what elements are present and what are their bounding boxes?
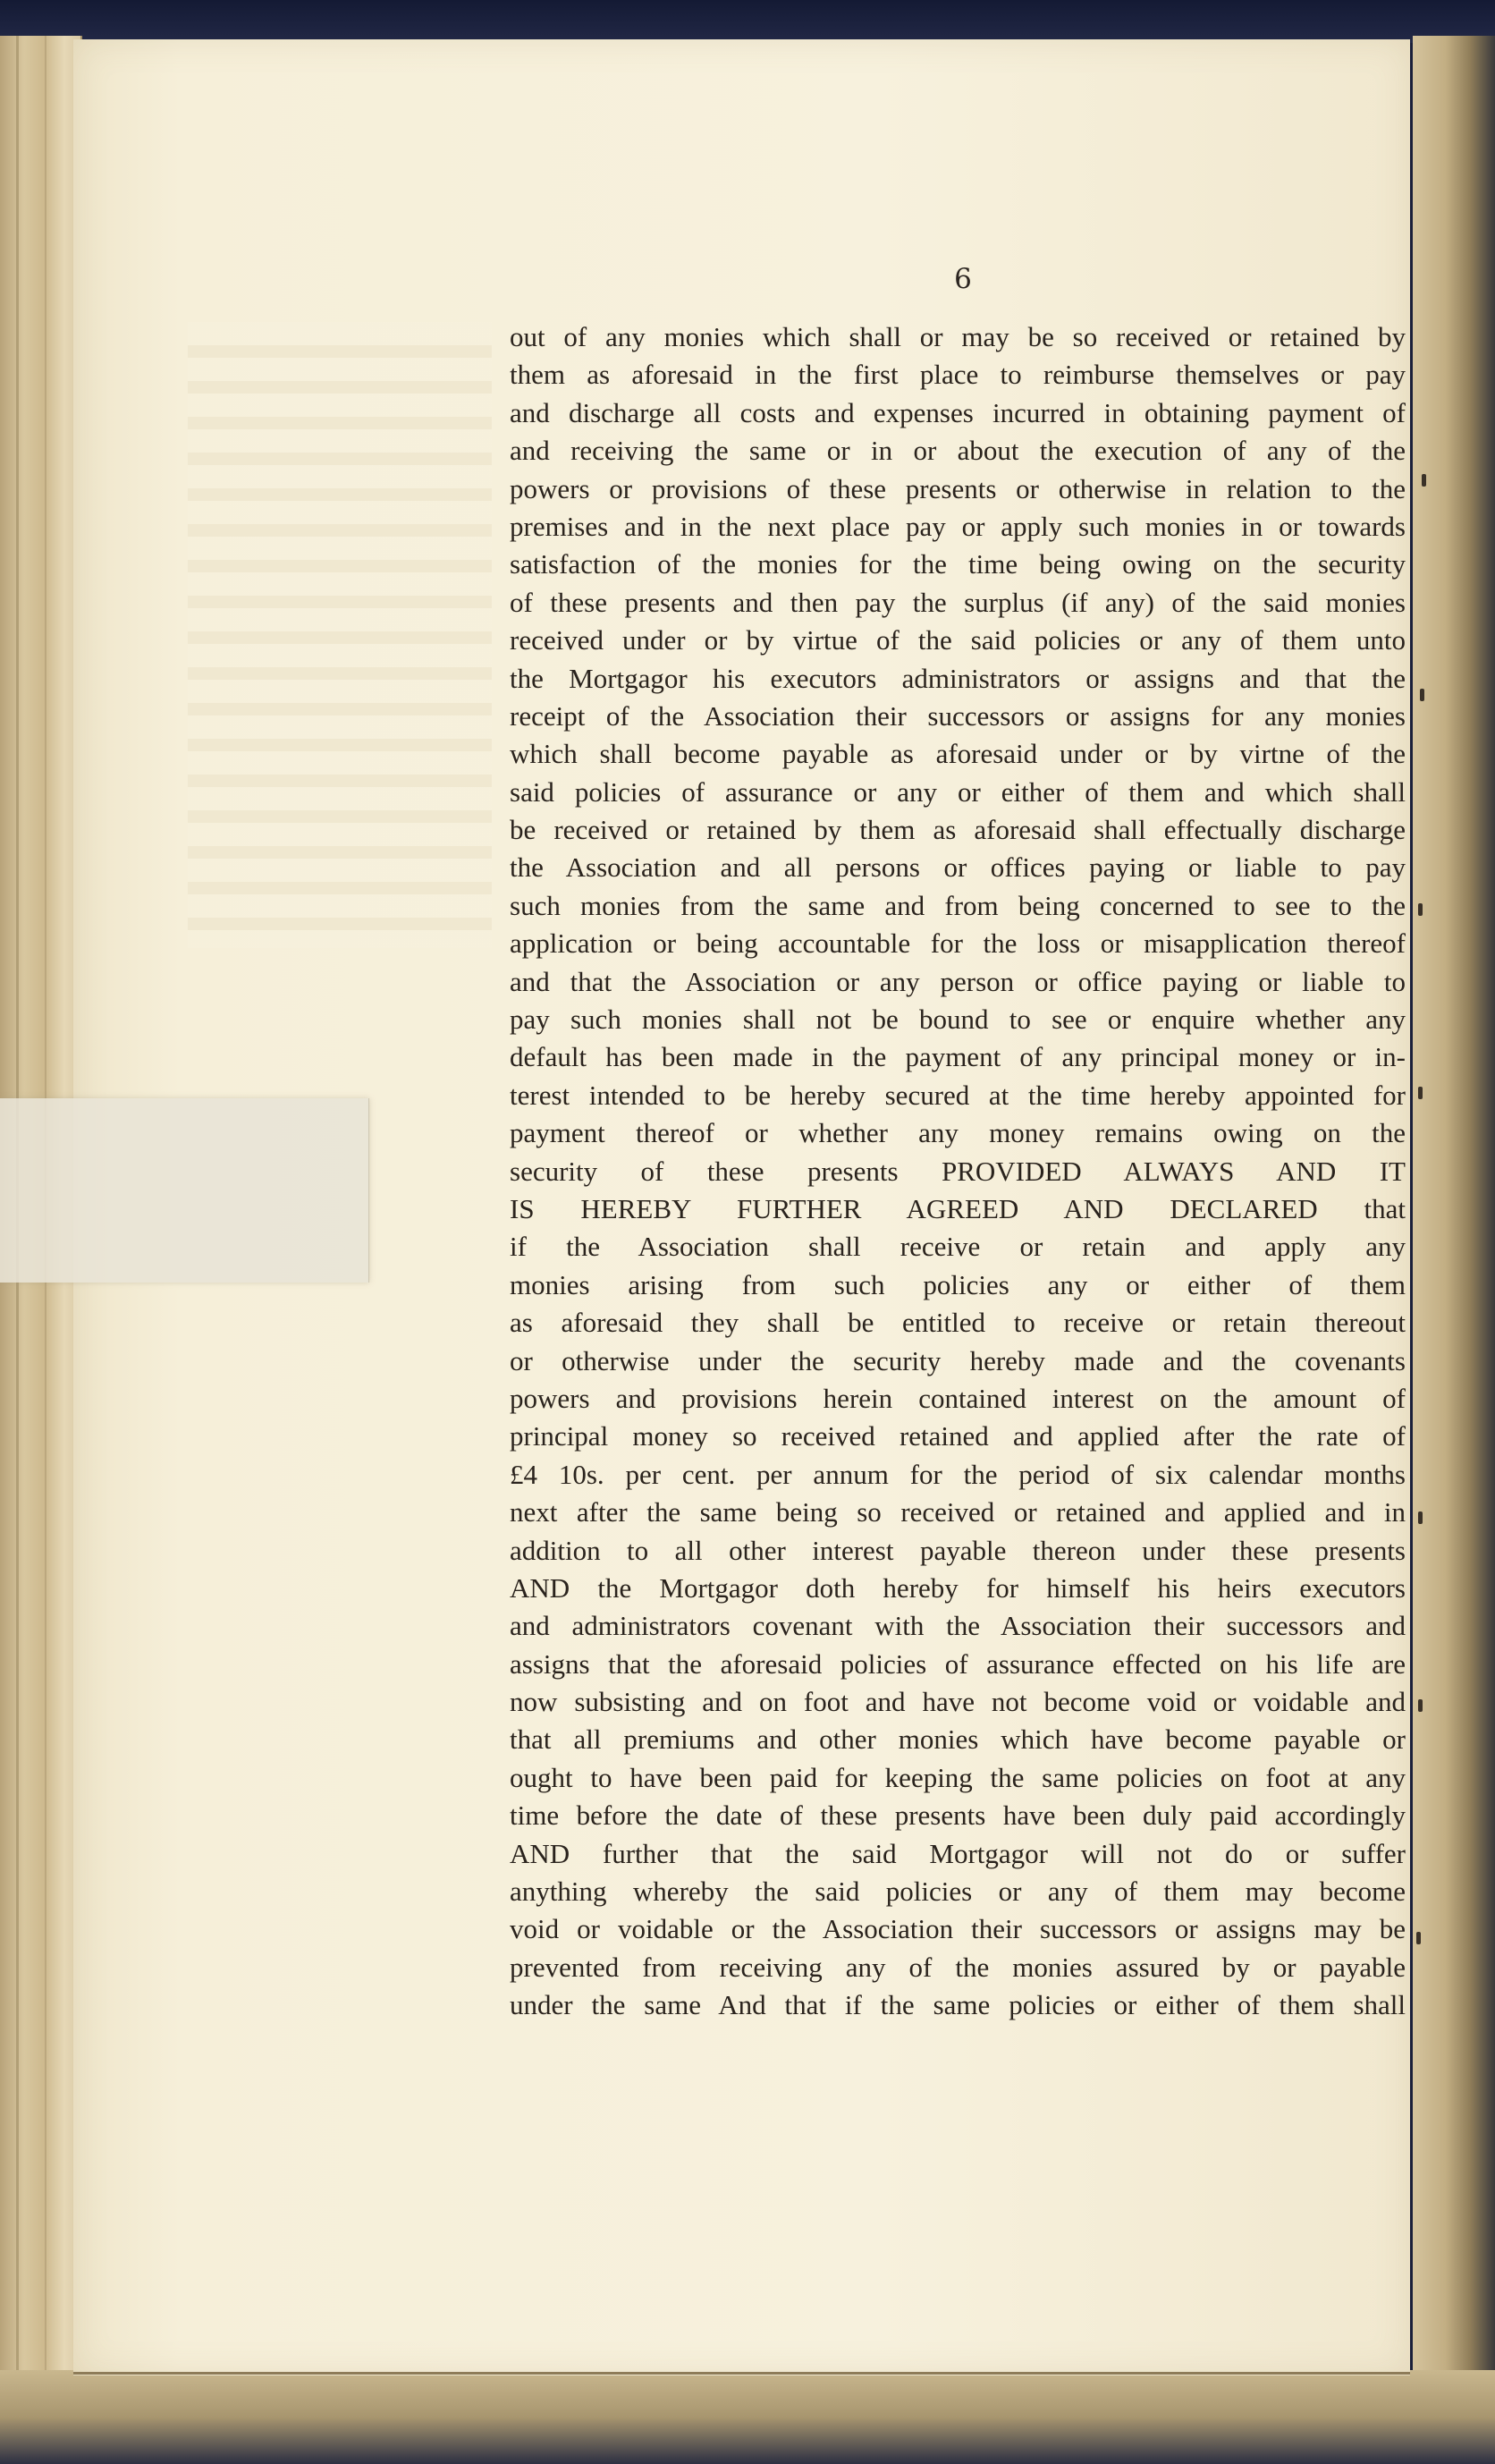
text-line: pay such monies shall not be bound to see or enquire whether any	[510, 1003, 1406, 1036]
text-line: security of these presents PROVIDED ALWAYS AND IT	[510, 1155, 1406, 1187]
text-line: £4 10s. per cent. per annum for the period of six calendar months	[510, 1458, 1406, 1490]
page-stack-right	[1413, 36, 1495, 2433]
text-line: premises and in the next place pay or apply such monies in or towards	[510, 510, 1406, 542]
text-line: principal money so received retained and applied after the rate of	[510, 1420, 1406, 1452]
margin-tick-mark	[1418, 1511, 1423, 1524]
text-line: next after the same being so received or retained and applied and in	[510, 1496, 1406, 1528]
text-line: under the same And that if the same policies or either of them shall	[510, 1989, 1406, 2021]
text-line: them as aforesaid in the first place to reimburse themselves or pay	[510, 359, 1406, 391]
margin-tick-mark	[1420, 689, 1424, 701]
text-line: as aforesaid they shall be entitled to receive or retain thereout	[510, 1307, 1406, 1339]
text-line: if the Association shall receive or retain and apply any	[510, 1231, 1406, 1263]
text-line: and receiving the same or in or about the execution of any of the	[510, 435, 1406, 467]
body-text	[510, 318, 1406, 2025]
text-line: payment thereof or whether any money remains owing on the	[510, 1117, 1406, 1149]
text-line: receipt of the Association their successors or assigns for any monies	[510, 699, 1406, 732]
text-line: out of any monies which shall or may be so received or retained by	[510, 321, 1406, 352]
page-bottom-edge	[73, 2372, 1410, 2375]
text-line: that all premiums and other monies which have become payable or	[510, 1723, 1406, 1756]
text-line: prevented from receiving any of the monies assured by or payable	[510, 1951, 1406, 1983]
scan-background-top	[0, 0, 1495, 43]
margin-tick-mark	[1418, 1699, 1423, 1712]
text-line: time before the date of these presents have been duly paid accordingly	[510, 1799, 1406, 1832]
margin-tick-mark	[1418, 1087, 1423, 1099]
text-line: assigns that the aforesaid policies of assurance effected on his life are	[510, 1647, 1406, 1680]
margin-tick-mark	[1418, 903, 1423, 916]
text-line: the Mortgagor his executors administrators or assigns and that the	[510, 662, 1406, 694]
page-stack-bottom	[0, 2370, 1495, 2464]
show-through-text	[188, 322, 492, 948]
text-line: anything whereby the said policies or any of them may become	[510, 1876, 1406, 1908]
text-line: monies arising from such policies any or either of them	[510, 1268, 1406, 1300]
text-line: or otherwise under the security hereby made and the covenants	[510, 1344, 1406, 1376]
text-line: received under or by virtue of the said policies or any of them unto	[510, 624, 1406, 656]
text-line: AND further that the said Mortgagor will not do or suffer	[510, 1837, 1406, 1869]
margin-tick-mark	[1422, 474, 1426, 487]
text-line: be received or retained by them as aforesaid shall effectually discharge	[510, 814, 1406, 846]
text-line: terest intended to be hereby secured at the time hereby appointed for	[510, 1079, 1406, 1111]
text-line: and discharge all costs and expenses incurred in obtaining payment of	[510, 396, 1406, 428]
text-line: said policies of assurance or any or either of them and which shall	[510, 775, 1406, 808]
text-line: which shall become payable as aforesaid under or by virtne of the	[510, 738, 1406, 770]
text-line: satisfaction of the monies for the time being owing on the security	[510, 548, 1406, 580]
text-line: application or being accountable for the loss or misapplication thereof	[510, 927, 1406, 960]
text-line: addition to all other interest payable thereon under these presents	[510, 1534, 1406, 1566]
margin-tick-mark	[1416, 1932, 1421, 1944]
text-line: and that the Association or any person or office paying or liable to	[510, 965, 1406, 997]
text-line: and administrators covenant with the Association their successors and	[510, 1610, 1406, 1642]
repair-tape	[0, 1098, 369, 1283]
text-line: the Association and all persons or offices paying or liable to pay	[510, 851, 1406, 884]
text-line: such monies from the same and from being concerned to see to the	[510, 889, 1406, 921]
text-line: AND the Mortgagor doth hereby for himself his heirs executors	[510, 1571, 1406, 1604]
text-line: void or voidable or the Association their successors or assigns may be	[510, 1913, 1406, 1945]
text-line: IS HEREBY FURTHER AGREED AND DECLARED that	[510, 1192, 1406, 1224]
text-line: powers and provisions herein contained interest on the amount of	[510, 1382, 1406, 1414]
text-line: powers or provisions of these presents or otherwise in relation to the	[510, 472, 1406, 504]
text-line: of these presents and then pay the surplus (if any) of the said monies	[510, 586, 1406, 618]
text-line: default has been made in the payment of any principal money or in-	[510, 1041, 1406, 1073]
text-line: ought to have been paid for keeping the same policies on foot at any	[510, 1761, 1406, 1793]
page-number: 6	[954, 263, 972, 295]
text-line: now subsisting and on foot and have not become void or voidable and	[510, 1686, 1406, 1718]
